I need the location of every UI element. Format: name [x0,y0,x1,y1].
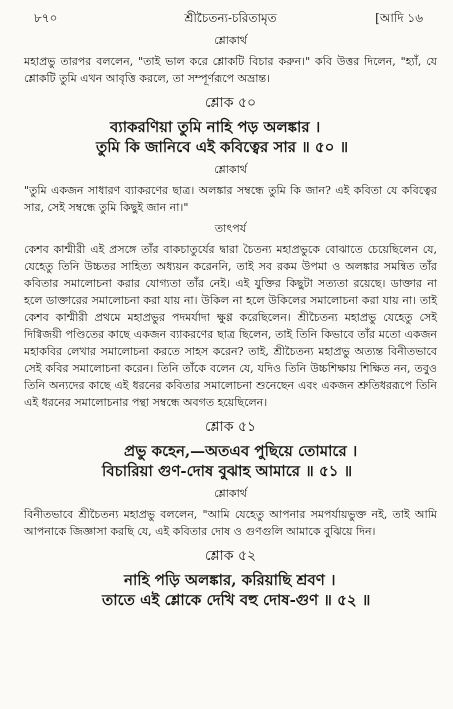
translation-heading-2: শ্লোকার্থ [214,163,247,176]
translation-paragraph-3: বিনীতভাবে শ্রীচৈতন্য মহাপ্রভু বললেন, "আমি যেহেতু আপনার সমপর্যায়ভুক্ত নই, তাই আমি আপনাকে জিজ্ঞাসা করছি যে, এই কবিতার দোষ ও গুণগুলি আমাকে বুঝিয়ে দিন। [24,508,437,538]
verse-52-line-2: তাতে এই শ্লোকে দেখি বহু দোষ-গুণ ॥ ৫২ ॥ [102,591,371,609]
verse-52-line-1: নাহি পড়ি অলঙ্কার, করিয়াছি শ্রবণ । [124,571,336,589]
translation-heading-1: শ্লোকার্থ [214,34,247,47]
translation-paragraph-2: "তুমি একজন সাধারণ ব্যাকরণের ছাত্র। অলঙ্কার সম্বন্ধে তুমি কি জান? এই কবিতা যে কবিত্বের সার, সেই সম্বন্ধে তুমি কিছুই জান না।" [24,184,437,214]
purport-paragraph: কেশব কাশ্মীরী এই প্রসঙ্গে তাঁর বাকচাতুর্যের দ্বারা চৈতন্য মহাপ্রভুকে বোঝাতে চেয়েছিলেন যে, যেহেতু তিনি উচ্চতর সাহিত্য অধ্যয়ন করেননি, তাই সব রকম উপমা ও অলঙ্কার সমন্বিত তাঁর কবিতার সমালোচনা করার যোগ্যতা তাঁর নেই। এই যুক্তির কিছুটা সত্যতা রয়েছে। ডাক্তার না হলে ডাক্তারের সমালোচনা করা যায় না। উকিল না হলে উকিলের সমালোচনা করা যায় না। তাই কেশব কাশ্মীরী প্রথমে মহাপ্রভুর পদমর্যাদা ক্ষুণ্ণ করেছিলেন। শ্রীচৈতন্য মহাপ্রভু যেহেতু সেই দিগ্বিজয়ী পণ্ডিতের কাছে একজন ব্যাকরণের ছাত্র ছিলেন, তাই তিনি কিভাবে তাঁর মতো একজন মহাকবির লেখার সমালোচনা করতে সাহস করেন? তাই, শ্রীচৈতন্য মহাপ্রভু অত্যন্ত বিনীতভাবে সেই কবির সমালোচনা করেন। তিনি তাঁকে বলেন যে, যদিও তিনি উচ্চশিক্ষায় শিক্ষিত নন, তবুও তিনি অন্যদের কাছে এই ধরনের কবিতার সমালোচনা শুনেছেন এবং একজন শ্রুতিধররূপে তিনি এই ধরনের সমালোচনার পন্থা সম্বন্ধে অবগত হয়েছিলেন। [24,243,437,409]
verse-number-51: শ্লোক ৫১ [204,419,257,435]
page-number: ৮৭০ [34,11,58,25]
purport-heading: তাৎপর্য [214,222,247,235]
verse-51-line-1: প্রভু কহেন,—অতএব পুছিয়ে তোমারে । [124,442,358,460]
verse-number-50: শ্লোক ৫০ [204,95,257,111]
verse-50-line-2: তুমি কি জানিবে এই কবিত্বের সার ॥ ৫০ ॥ [96,138,349,156]
verse-51-line-2: বিচারিয়া গুণ-দোষ বুঝাহ আমারে ॥ ৫১ ॥ [102,462,353,480]
translation-heading-3: শ্লোকার্থ [214,487,247,500]
page-header [24,6,437,28]
section-reference: [আদি ১৬ [375,11,423,25]
translation-paragraph-1: মহাপ্রভু তারপর বললেন, "তাই ভাল করে শ্লোকটি বিচার করুন।" কবি উত্তর দিলেন, "হ্যাঁ, যে শ্লোকটি তুমি এখন আবৃত্তি করলে, তা সম্পূর্ণরূপে অভ্রান্ত। [24,55,437,85]
verse-50-line-1: ব্যাকরণিয়া তুমি নাহি পড় অলঙ্কার । [110,118,321,136]
book-title: শ্রীচৈতন্য-চরিতামৃত [184,11,277,25]
verse-number-52: শ্লোক ৫২ [204,548,257,564]
